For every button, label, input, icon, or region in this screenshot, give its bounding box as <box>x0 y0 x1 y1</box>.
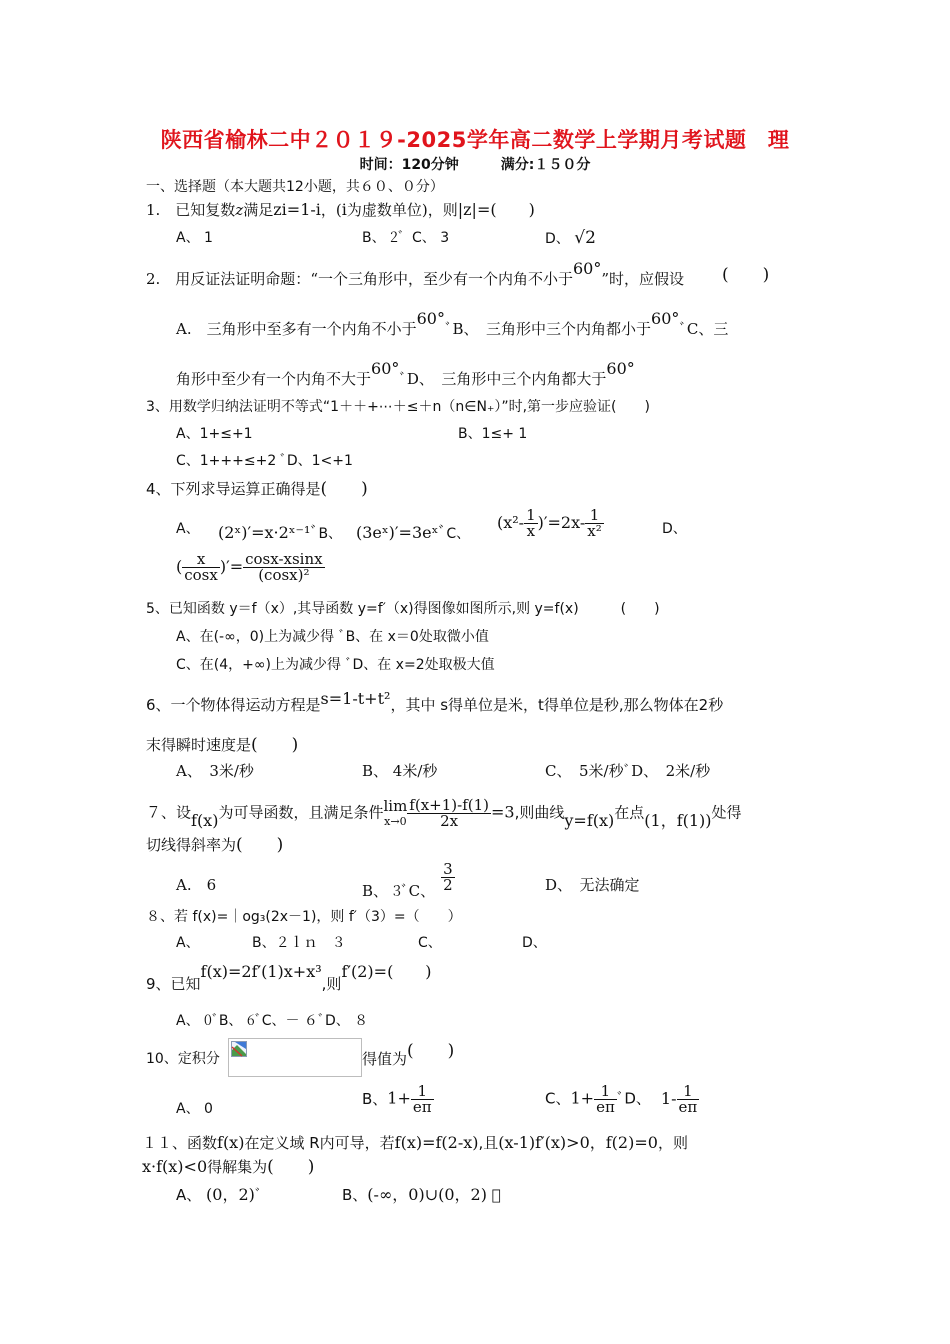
q4-option-a-label: A、 <box>176 521 200 537</box>
q1-option-b: B、 2 <box>362 230 405 246</box>
q2-degree: 60° <box>651 309 680 328</box>
q7-option-a: A. 6 <box>176 876 217 894</box>
q1-text: 1. 已知复数 <box>146 201 236 219</box>
q2-text: 2. 用反证法证明命题：“一个三角形中，至少有一个内角不小于 <box>146 270 573 288</box>
q11-option-b: B、(-∞，0)∪(0，2) <box>342 1185 487 1204</box>
q3-option-a: A、1+≤+1 <box>176 426 253 442</box>
q1-text: 为虚数单位)，则 <box>346 201 458 219</box>
q6-stem-cont: 末得瞬时速度是( ) <box>146 735 299 755</box>
q10-option-a: A、 0 <box>176 1101 213 1117</box>
q6-option-a: A、 3米/秒 <box>176 762 254 780</box>
q4-option-c: (x²- $\frac{1}{x}$ )′=2x- $\frac{1}{\text{x²}}$ <box>497 506 602 540</box>
q2-option-a: A. 三角形中至多有一个内角不小于 <box>176 320 417 338</box>
q1-var: z <box>235 201 244 219</box>
q1-math: |z|=( ) <box>457 200 535 219</box>
q5-options-cd: C、在(4，+∞)上为减少得 ﾞD、在 x=2处取极大值 <box>176 657 495 673</box>
q4-option-d: ( $\frac{x}{\cos x}$ )′= $\frac{\cos x-xsinx}{\text{(cosx)²}}$ <box>176 550 323 584</box>
question-6-stem: 6、一个物体得运动方程是s=1-t+t²，其中 s得单位是米，t得单位是秒,那么物体在2秒 <box>146 689 724 714</box>
q4-option-b: (3eˣ)′=3eˣﾞC、 <box>356 523 471 542</box>
q2-degree: 60° <box>416 309 445 328</box>
question-11-stem: １１、函数f(x)在定义域 R内可导，若f(x)=f(2-x),且(x-1)f′(x)>0，f(2)=0，则 <box>142 1133 688 1152</box>
question-7-stem: ７、设f(x)为可导函数，且满足条件 lim x→0 $\frac{f(x+1)-f(1)}{2x}$ =3,则曲线y=f(x)在点(1，f(1))处得 <box>146 796 742 830</box>
question-8-stem: ８、若 f(x)=｜og₃(2x－1)，则 f′（3）=（ ） <box>146 909 462 925</box>
q2-paren: ( ) <box>722 265 770 285</box>
section-heading: 一、选择题（本大题共12小题，共６０、０分） <box>146 179 444 195</box>
q11-option-a: A、 (0，2)ﾞ <box>176 1185 263 1204</box>
q1-option-d: D、 √2 <box>545 228 596 248</box>
q8-option-a: A、 <box>176 935 200 951</box>
q2-text: ”时，应假设 <box>601 270 685 288</box>
q3-option-b: B、1≤+ 1 <box>458 426 528 442</box>
question-5-stem: 5、已知函数 y＝f（x）,其导函数 y=f′（x)得图像如图所示,则 y=f(x) ( ) <box>146 601 660 617</box>
q7-stem-cont: 切线得斜率为( ) <box>146 835 284 855</box>
q6-options-cd: C、 5米/秒ﾞD、 2米/秒 <box>545 762 711 780</box>
question-10-stem: 10、定积分 <box>146 1051 220 1067</box>
q4-option-a: (2ˣ)′=x·2ˣ⁻¹ﾞB、 <box>218 523 343 542</box>
q3-options-cd: C、1+++≤+2 D、1<+1 <box>176 453 353 469</box>
q2-option-d: D、 三角形中三个内角都大于 <box>406 370 607 388</box>
q1-option-c: C、 3 <box>412 230 450 246</box>
q1-text: 满足 <box>243 201 274 219</box>
q2-options-line2: 角形中至少有一个内角不大于$^{60^\circ}$ﾞD、 三角形中三个内角都大于$^{60^\circ}$ <box>176 359 635 388</box>
q8-option-d: D、 <box>522 935 547 951</box>
q10-option-b: B、1+ $\frac{1}{e\pi}$ <box>362 1082 432 1116</box>
q4-option-d-label: D、 <box>662 521 687 537</box>
question-2-stem <box>146 259 770 288</box>
q7-options-bc: B、 3C、 $\frac{3}{2}$ <box>362 860 453 900</box>
q1-math: i <box>341 200 347 219</box>
broken-image-icon <box>231 1041 247 1057</box>
q2-option-c-cont: 角形中至少有一个内角不大于 <box>176 370 372 388</box>
q9-options: A、 0B、 6C、－ ６D、 ８ <box>176 1013 369 1029</box>
page-title: 陕西省榆林二中２０１９-2025学年高二数学上学期月考试题 理 <box>160 128 790 152</box>
q1-text: ，( <box>320 201 342 219</box>
q2-option-c: C、三 <box>686 320 729 338</box>
question-1-stem <box>146 201 535 219</box>
integral-image-placeholder <box>228 1038 362 1077</box>
q1-option-a: A、 1 <box>176 230 213 246</box>
q10-options-cd: C、1+ $\frac{1}{e\pi}$ ﾞD、 1- $\frac{1}{e\pi}$ <box>545 1082 698 1116</box>
q8-option-b: B、２ｌｎ ３ <box>252 935 346 951</box>
exam-meta: 时间：120分钟 满分:１５０分 <box>359 157 591 173</box>
q2-degree: 60° <box>572 259 602 278</box>
q2-degree: 60° <box>606 359 635 378</box>
q10-stem-cont: 得值为( ) <box>362 1041 455 1068</box>
q7-option-d: D、 无法确定 <box>545 876 640 894</box>
question-3-stem: 3、用数学归纳法证明不等式“1＋＋+⋯＋≤＋n（n∈N₊）”时,第一步应验证( ) <box>146 399 650 415</box>
q1-math: zi=1-i <box>273 200 321 219</box>
q6-option-b: B、 4米/秒 <box>362 762 438 780</box>
q8-option-c: C、 <box>418 935 442 951</box>
question-9-stem: 9、已知f(x)=2f′(1)x+x³,则f′(2)=( ) <box>146 962 432 993</box>
q2-degree: 60° <box>371 359 400 378</box>
q2-options-line1: A. 三角形中至多有一个内角不小于$^{60^\circ}$ﾞB、 三角形中三个内角都小于$^{60^\circ}$ﾞC、三 <box>176 309 729 338</box>
q5-options-ab: A、在(-∞，0)上为减少得 ﾞB、在 x＝0处取微小值 <box>176 629 489 645</box>
q2-option-b: B、 三角形中三个内角都小于 <box>452 320 652 338</box>
question-4-stem: 4、下列求导运算正确得是( ) <box>146 479 368 499</box>
q11-stem-cont: x·f(x)<0得解集为( ) <box>142 1157 315 1177</box>
